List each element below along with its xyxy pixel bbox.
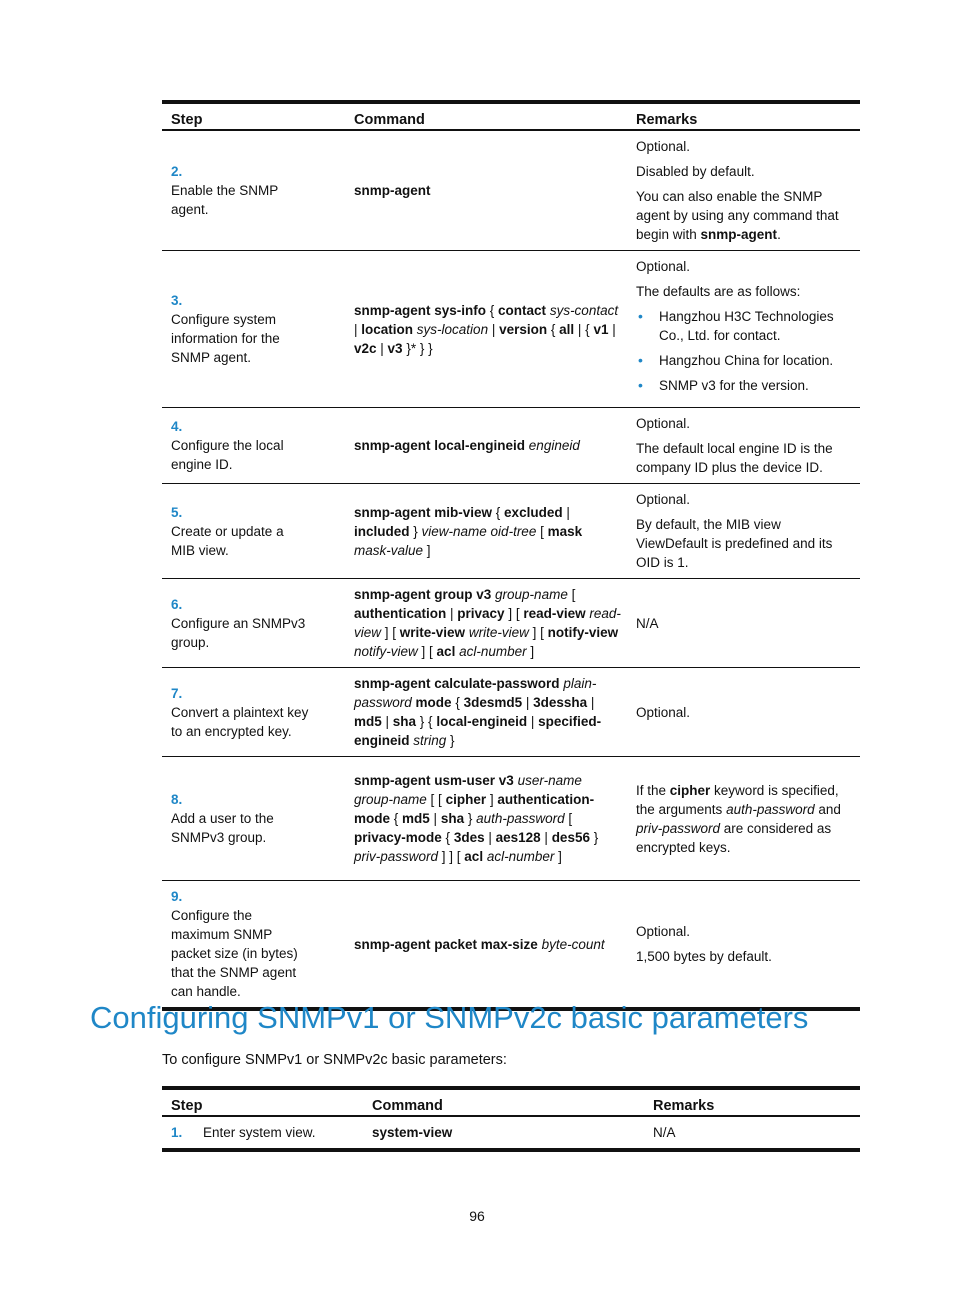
table-row xyxy=(162,668,860,757)
command-cell: snmp-agent mib-view { excluded | included } view-name oid-tree [ mask mask-value ] xyxy=(345,484,627,579)
table-row xyxy=(162,408,860,484)
table-row xyxy=(162,757,860,881)
command-cell: snmp-agent xyxy=(345,130,627,251)
step-text: Add a user to the SNMPv3 group. xyxy=(171,811,274,845)
step-cell xyxy=(162,484,345,579)
step-number: 5. xyxy=(171,504,183,520)
step-cell xyxy=(162,881,345,1010)
remarks-cell: N/A xyxy=(644,1116,860,1150)
command-cell: snmp-agent local-engineid engineid xyxy=(345,408,627,484)
table-header-row xyxy=(162,1088,860,1116)
step-cell xyxy=(162,579,345,668)
step-text: Configure system information for the SNMP agent. xyxy=(171,312,280,365)
header-remarks: Remarks xyxy=(644,1088,860,1116)
command-cell: system-view xyxy=(363,1116,644,1150)
step-text: Convert a plaintext key to an encrypted key. xyxy=(171,704,309,739)
table-row xyxy=(162,251,860,408)
step-text: Configure the local engine ID. xyxy=(171,438,284,472)
step-cell xyxy=(162,251,345,408)
header-command: Command xyxy=(363,1088,644,1116)
step-number: 9. xyxy=(171,889,183,904)
table-row xyxy=(162,579,860,668)
remarks-cell: N/A xyxy=(627,579,860,668)
table-header-row xyxy=(162,102,860,130)
remarks-cell: Optional. Disabled by default. You can also enable the SNMP agent by using any command that begin with snmp-agent. xyxy=(627,130,860,251)
step-text: Create or update a MIB view. xyxy=(171,523,284,558)
command-cell: snmp-agent sys-info { contact sys-contact | location sys-location | version { all | { v1 | v2c | v3 }* } } xyxy=(345,251,627,408)
header-remarks: Remarks xyxy=(627,102,860,130)
step-cell xyxy=(162,757,345,881)
step-number: 2. xyxy=(171,164,183,179)
step-number: 6. xyxy=(171,596,183,612)
remarks-cell: Optional. xyxy=(627,668,860,757)
step-text: Configure an SNMPv3 group. xyxy=(171,615,306,650)
step-number: 7. xyxy=(171,685,183,701)
table-row xyxy=(162,484,860,579)
section-heading: Configuring SNMPv1 or SNMPv2c basic parameters xyxy=(90,1000,809,1035)
step-text: Enable the SNMP agent. xyxy=(171,183,279,217)
intro-text: To configure SNMPv1 or SNMPv2c basic parameters: xyxy=(162,1052,507,1068)
step-number: 4. xyxy=(171,419,183,434)
remarks-cell: Optional. By default, the MIB view ViewDefault is predefined and its OID is 1. xyxy=(627,484,860,579)
step-number: 1. xyxy=(171,1125,183,1140)
remarks-cell: Optional. 1,500 bytes by default. xyxy=(627,881,860,1010)
step-cell xyxy=(162,408,345,484)
step-cell xyxy=(162,130,345,251)
header-step: Step xyxy=(162,1088,363,1116)
snmpv3-config-table xyxy=(162,100,860,1011)
page-number: 96 xyxy=(469,1208,485,1224)
header-step: Step xyxy=(162,102,345,130)
table-body xyxy=(162,130,860,1009)
step-cell xyxy=(162,668,345,757)
remarks-cell: Optional. The defaults are as follows: • Hangzhou H3C Technologies Co., Ltd. for contact. • Hangzhou China for location. • SNMP v3 for the version. xyxy=(627,251,860,408)
step-text: Enter system view. xyxy=(203,1125,316,1140)
command-cell: snmp-agent calculate-password plain-password mode { 3desmd5 | 3dessha | md5 | sha } { local-engineid | specified-engineid string } xyxy=(345,668,627,757)
header-command: Command xyxy=(345,102,627,130)
remarks-cell: If the cipher keyword is specified, the arguments auth-password and priv-password are considered as encrypted keys. xyxy=(627,757,860,881)
step-number: 3. xyxy=(171,293,183,308)
step-number: 8. xyxy=(171,792,183,807)
table-row xyxy=(162,881,860,1010)
table-row xyxy=(162,1116,860,1150)
step-text: Configure the maximum SNMP packet size (in bytes) that the SNMP agent can handle. xyxy=(171,908,298,999)
table-body xyxy=(162,1116,860,1150)
command-cell: snmp-agent packet max-size byte-count xyxy=(345,881,627,1010)
step-cell xyxy=(162,1116,363,1150)
snmpv1-v2c-config-table xyxy=(162,1086,860,1152)
table-row xyxy=(162,130,860,251)
remarks-cell: Optional. The default local engine ID is the company ID plus the device ID. xyxy=(627,408,860,484)
command-cell: snmp-agent usm-user v3 user-name group-name [ [ cipher ] authentication-mode { md5 | sha } auth-password [ privacy-mode { 3des | aes128 | des56 } priv-password ] ] [ acl acl-number ] xyxy=(345,757,627,881)
command-cell: snmp-agent group v3 group-name [ authentication | privacy ] [ read-view read-view ] [ write-view write-view ] [ notify-view notify-view ] [ acl acl-number ] xyxy=(345,579,627,668)
